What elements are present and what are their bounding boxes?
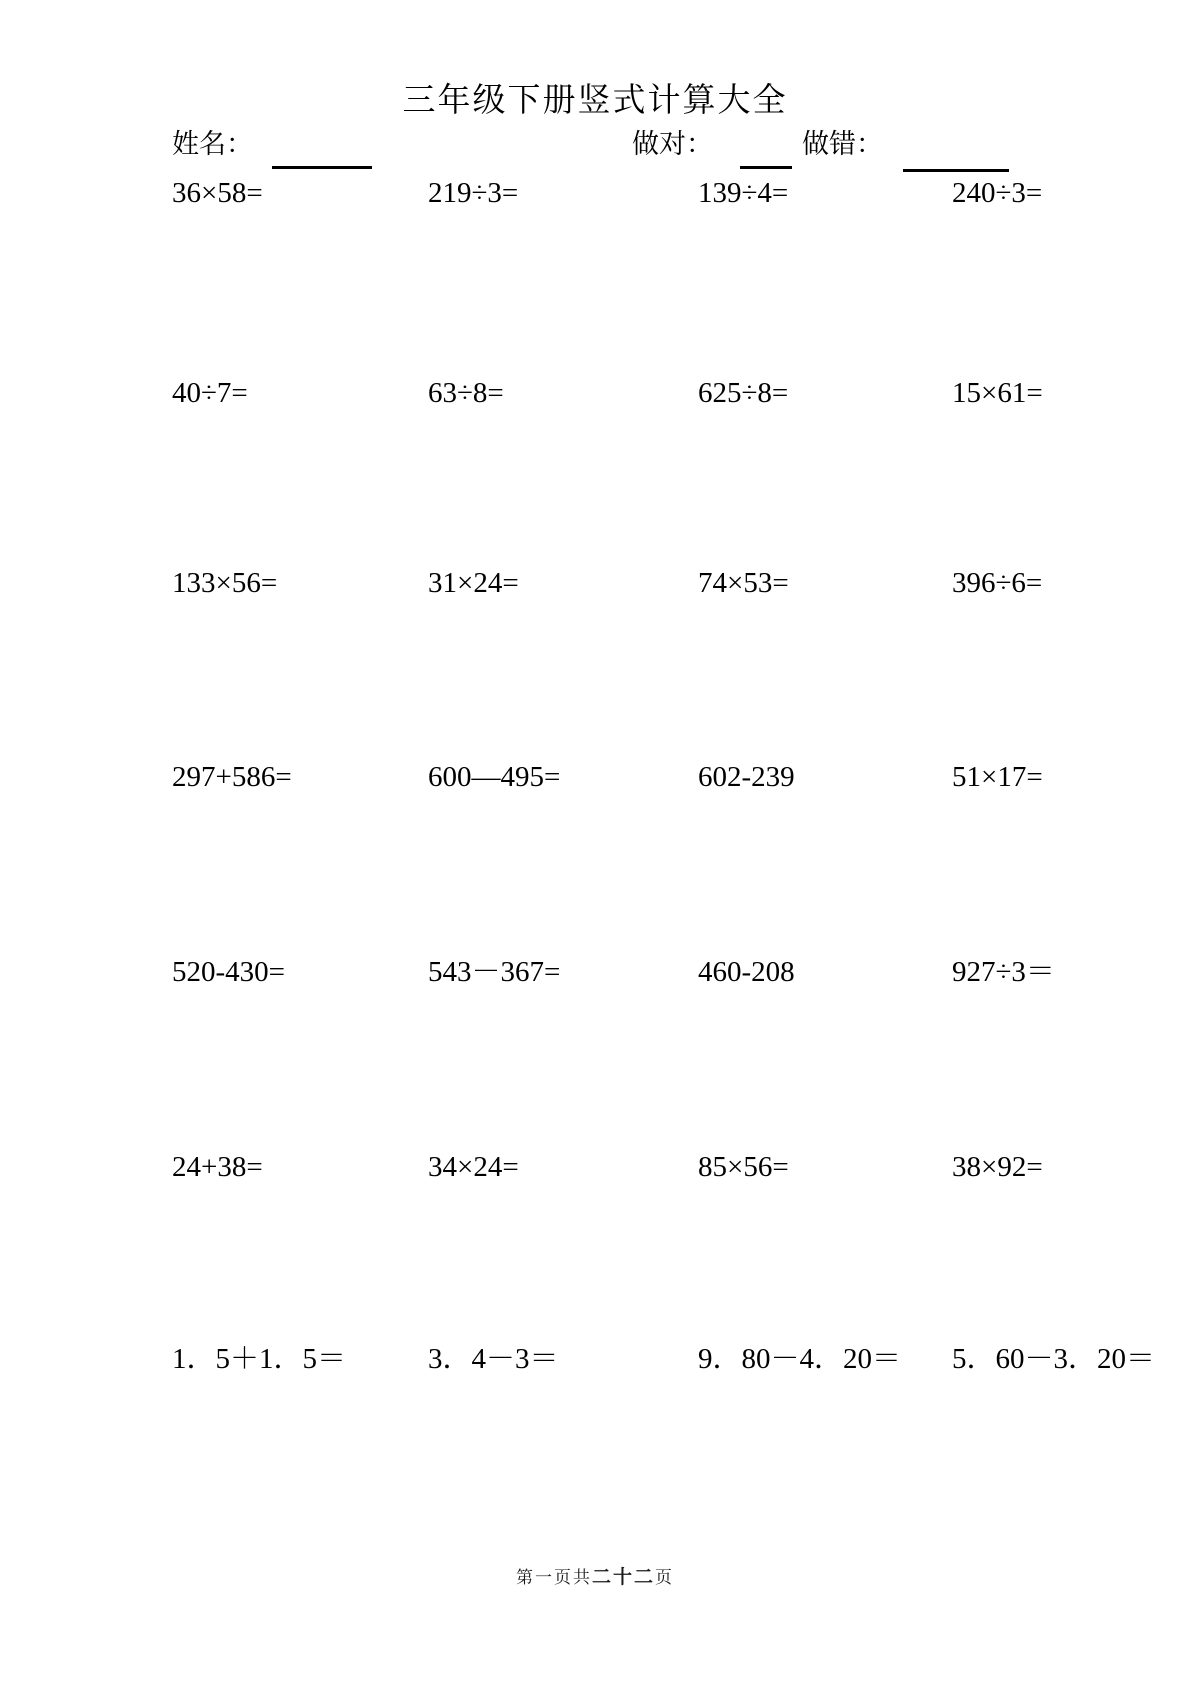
problem-row (172, 378, 1142, 410)
problem-cell: 240÷3= (952, 177, 1043, 209)
problem-cell: 15×61= (952, 377, 1043, 409)
problem-row (172, 762, 1142, 794)
problem-row (172, 957, 1142, 989)
name-label: 姓名： (172, 129, 253, 159)
page-footer (0, 1562, 1190, 1589)
problem-cell: 63÷8= (428, 377, 504, 409)
problem-cell: 625÷8= (698, 377, 789, 409)
problem-cell: 139÷4= (698, 177, 789, 209)
problem-cell: 297+586= (172, 761, 292, 793)
problem-row (172, 178, 1142, 210)
problem-row (172, 1343, 1156, 1376)
problem-cell: 460-208 (698, 956, 795, 988)
problem-cell: 133×56= (172, 567, 278, 599)
problem-row (172, 1152, 1142, 1184)
problem-cell: 40÷7= (172, 377, 248, 409)
problem-cell: 36×58= (172, 177, 263, 209)
problem-cell: 927÷3＝ (952, 956, 1055, 988)
problem-cell: 602-239 (698, 761, 795, 793)
problem-cell: 520-430= (172, 956, 286, 988)
problem-cell: 85×56= (698, 1151, 789, 1183)
footer-page-count: 二十二 (591, 1567, 655, 1588)
problem-cell: 1．5＋1．5＝ (172, 1343, 347, 1375)
problem-cell: 34×24= (428, 1151, 519, 1183)
problem-cell: 74×53= (698, 567, 789, 599)
problem-cell: 9．80－4．20＝ (698, 1343, 902, 1375)
problem-cell: 31×24= (428, 567, 519, 599)
problem-cell: 543－367= (428, 956, 561, 988)
correct-blank-line (740, 166, 792, 169)
page-title: 三年级下册竖式计算大全 (402, 83, 788, 119)
problem-cell: 219÷3= (428, 177, 519, 209)
problem-row (172, 568, 1142, 600)
footer-prefix: 第一页共 (515, 1568, 592, 1587)
problem-cell: 24+38= (172, 1151, 263, 1183)
problem-cell: 3．4－3＝ (428, 1343, 559, 1375)
problem-cell: 396÷6= (952, 567, 1043, 599)
wrong-count-label: 做错： (802, 129, 883, 159)
problem-cell: 38×92= (952, 1151, 1043, 1183)
footer-suffix: 页 (655, 1568, 674, 1587)
name-blank-line (272, 166, 372, 169)
problem-cell: 5．60－3．20＝ (952, 1343, 1156, 1375)
problem-cell: 600—495= (428, 761, 561, 793)
wrong-blank-line (903, 169, 1009, 172)
correct-count-label: 做对： (632, 129, 713, 159)
problem-cell: 51×17= (952, 761, 1043, 793)
